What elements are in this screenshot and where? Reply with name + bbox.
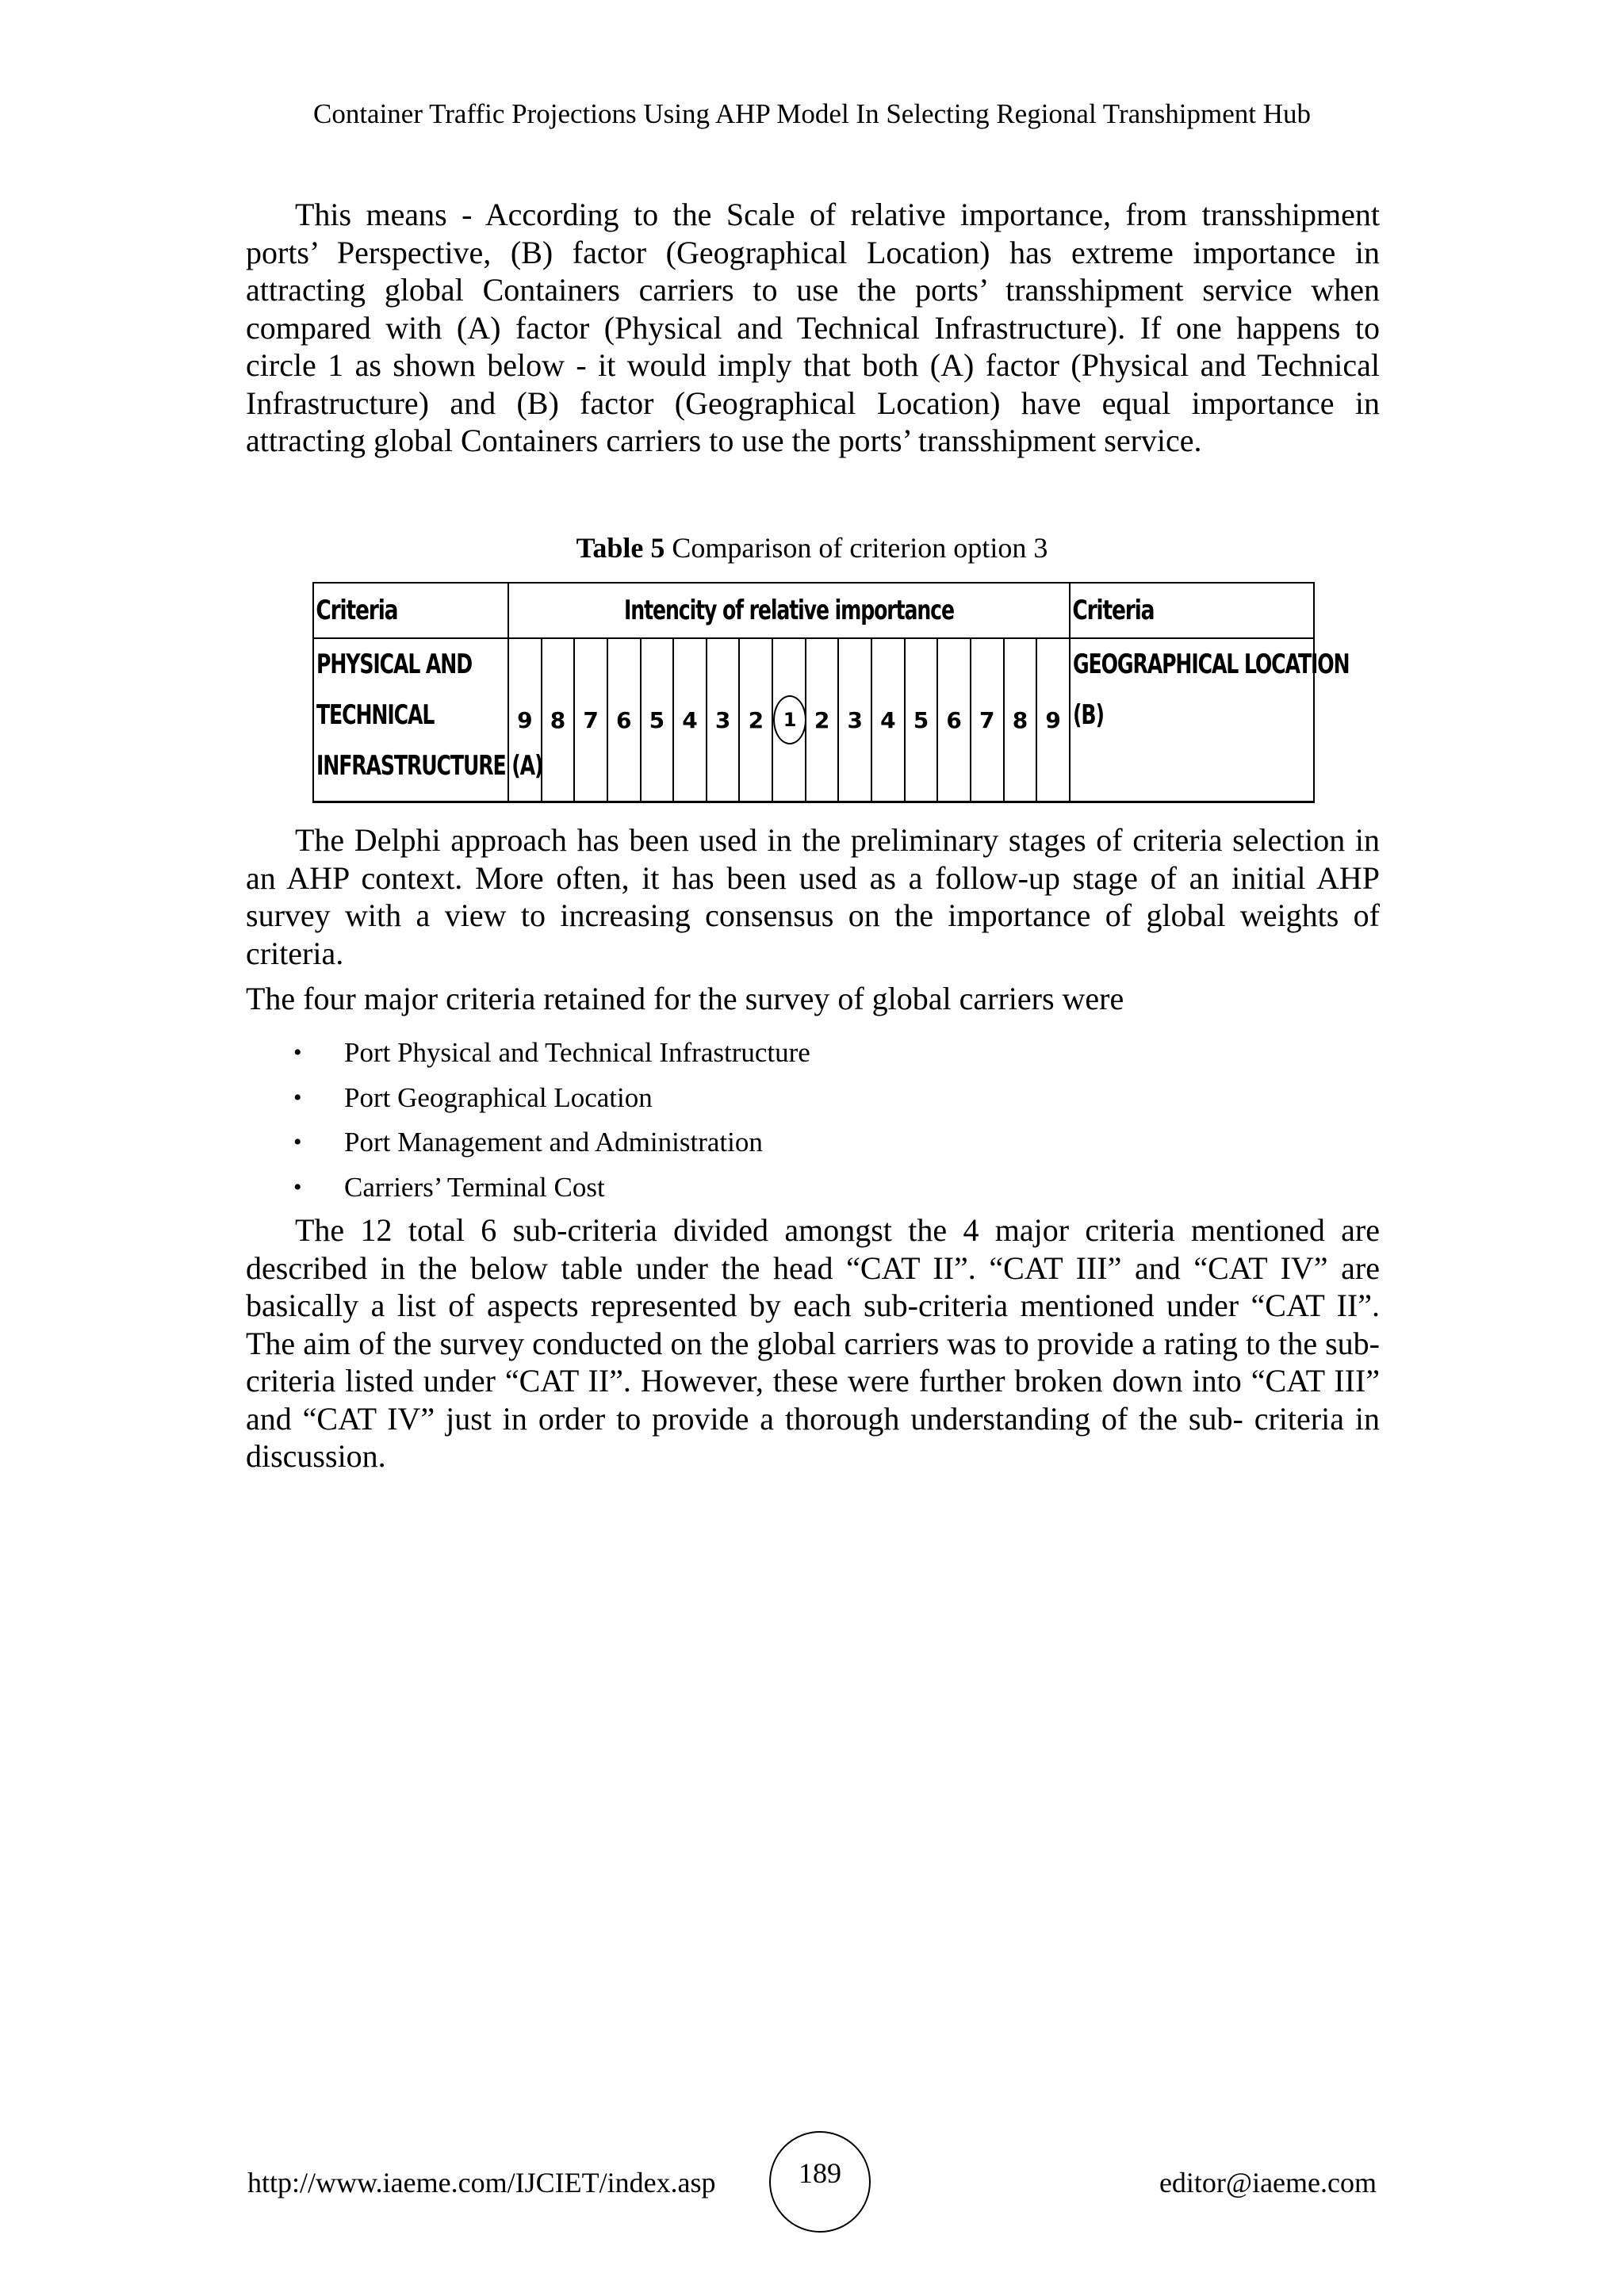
- scale-value: 4: [682, 706, 698, 733]
- paragraph-scale-explanation: This means - According to the Scale of relative importance, from transshipment ports’ Perspective, (B) factor (Geographical Location) has extreme importance in attracting global Containers carriers to use the ports’ transshipment service when compared with (A) factor (Physical and Technical Infrastructure). If one happens to circle 1 as shown below - it would imply that both (A) factor (Physical and Technical Infrastructure) and (B) factor (Geographical Location) have equal importance in attracting global Containers carriers to use the ports’ transshipment service.: [246, 197, 1380, 458]
- circled-scale-value: 1: [773, 695, 806, 744]
- scale-value: 2: [748, 706, 764, 733]
- scale-cell: [1036, 638, 1070, 802]
- footer-email-link[interactable]: editor@iaeme.com: [1159, 2167, 1377, 2198]
- table-bottom-rule: [312, 801, 1315, 803]
- scale-cell: [971, 638, 1004, 802]
- scale-value: 7: [583, 706, 599, 733]
- footer-url-link[interactable]: http://www.iaeme.com/IJCIET/index.asp: [247, 2167, 716, 2198]
- scale-value: 4: [880, 706, 896, 733]
- table-header-row: [313, 583, 1314, 638]
- header-right-cell: [1070, 583, 1314, 638]
- scale-value: 8: [550, 706, 566, 733]
- bullet-icon: •: [293, 1039, 302, 1066]
- comparison-table: [312, 582, 1350, 802]
- header-right-criteria: Criteria: [1072, 595, 1155, 626]
- scale-value: 8: [1012, 706, 1028, 733]
- scale-cell: [607, 638, 641, 802]
- bullet-icon: •: [293, 1129, 302, 1155]
- scale-value: 6: [946, 706, 962, 733]
- header-left-cell: [313, 583, 508, 638]
- scale-value: 9: [1045, 706, 1061, 733]
- bullet-icon: •: [293, 1173, 302, 1200]
- paragraph-sub-criteria: The 12 total 6 sub-criteria divided amongst the 4 major criteria mentioned are described in the below table under the head “CAT II”. “CAT III” and “CAT IV” are basically a list of aspects represented by each sub-criteria mentioned under “CAT II”. The aim of the survey conducted on the global carriers was to provide a rating to the sub-criteria listed under “CAT II”. However, these were further broken down into “CAT III” and “CAT IV” just in order to provide a thorough understanding of the sub- criteria in discussion.: [246, 1212, 1380, 1474]
- scale-cell: [542, 638, 575, 802]
- scale-cell: [739, 638, 772, 802]
- scale-cell: [838, 638, 871, 802]
- scale-cell: [707, 638, 740, 802]
- scale-cell: [574, 638, 607, 802]
- scale-cell: [1004, 638, 1037, 802]
- left-criterion-line: PHYSICAL AND: [316, 649, 473, 680]
- left-criterion-line: INFRASTRUCTURE (A): [316, 750, 543, 782]
- scale-value: 9: [517, 706, 533, 733]
- paragraph-delphi: The Delphi approach has been used in the preliminary stages of criteria selection in an AHP context. More often, it has been used as a follow-up stage of an initial AHP survey with a view to increasing consensus on the importance of global weights of criteria.: [246, 822, 1380, 971]
- scale-cell: [806, 638, 839, 802]
- header-intensity: Intencity of relative importance: [624, 595, 954, 626]
- list-item: • Port Physical and Technical Infrastructure: [293, 1031, 810, 1076]
- scale-cell: [673, 638, 707, 802]
- scale-value: 5: [913, 706, 929, 733]
- header-intensity-cell: [508, 583, 1070, 638]
- scale-cell: [937, 638, 971, 802]
- scale-value: 5: [649, 706, 665, 733]
- list-item: • Port Management and Administration: [293, 1120, 810, 1165]
- paragraph-criteria-intro: The four major criteria retained for the survey of global carriers were: [246, 981, 1124, 1016]
- scale-cell-circled: [772, 638, 806, 802]
- right-criterion-cell: [1070, 638, 1350, 802]
- scale-cell: [871, 638, 905, 802]
- bullet-icon: •: [293, 1084, 302, 1111]
- table-caption: [0, 531, 1624, 564]
- scale-cell: [641, 638, 674, 802]
- table-caption-text: Comparison of criterion option 3: [672, 532, 1048, 564]
- left-criterion-cell: [313, 638, 543, 802]
- list-item: • Carriers’ Terminal Cost: [293, 1165, 810, 1211]
- running-head: Container Traffic Projections Using AHP Model In Selecting Regional Transhipment Hub: [312, 98, 1311, 129]
- right-criterion-line: (B): [1073, 699, 1104, 731]
- criteria-list: [293, 1031, 810, 1210]
- scale-value: 3: [714, 706, 731, 733]
- left-criterion-line: TECHNICAL: [316, 699, 435, 731]
- scale-value: 6: [616, 706, 632, 733]
- table-caption-label: Table 5: [576, 532, 665, 564]
- scale-value: 3: [847, 706, 863, 733]
- header-left-criteria: Criteria: [316, 595, 398, 626]
- right-criterion-line: GEOGRAPHICAL LOCATION: [1073, 649, 1350, 680]
- scale-value: 2: [814, 706, 830, 733]
- scale-value: 7: [979, 706, 995, 733]
- table-body-row: [313, 638, 1314, 802]
- scale-cell: [905, 638, 938, 802]
- page-number: 189: [769, 2131, 871, 2233]
- list-item: • Port Geographical Location: [293, 1076, 810, 1121]
